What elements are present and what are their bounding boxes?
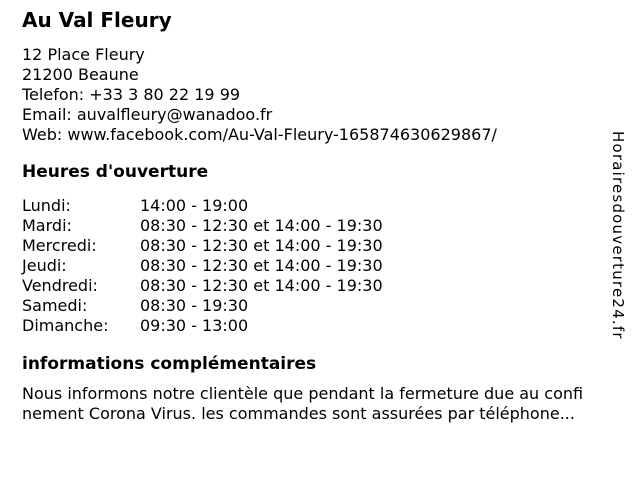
hours-time-value: 08:30 - 12:30 et 14:00 - 19:30 <box>140 216 383 235</box>
email-label: Email: <box>22 105 72 124</box>
hours-day-label: Jeudi: <box>22 256 67 275</box>
hours-day-label: Lundi: <box>22 196 71 215</box>
phone-line <box>22 85 640 105</box>
page-title: Au Val Fleury <box>22 8 172 32</box>
hours-time-value: 09:30 - 13:00 <box>140 316 249 335</box>
hours-time-value: 08:30 - 19:30 <box>140 296 249 315</box>
hours-row-lundi <box>22 196 640 216</box>
phone-label: Telefon: <box>22 85 85 104</box>
web-line <box>22 125 640 145</box>
address-line-2: 21200 Beaune <box>22 65 139 84</box>
hours-row-samedi <box>22 296 640 316</box>
hours-row-vendredi <box>22 276 640 296</box>
address-line-1: 12 Place Fleury <box>22 45 145 64</box>
hours-time-value: 08:30 - 12:30 et 14:00 - 19:30 <box>140 276 383 295</box>
hours-time-value: 08:30 - 12:30 et 14:00 - 19:30 <box>140 256 383 275</box>
web-value: www.facebook.com/Au-Val-Fleury-165874630629867/ <box>67 125 497 144</box>
opening-hours-table <box>22 196 640 336</box>
email-value: auvalfleury@wanadoo.fr <box>76 105 273 124</box>
hours-row-mardi <box>22 216 640 236</box>
hours-time-value: 08:30 - 12:30 et 14:00 - 19:30 <box>140 236 383 255</box>
hours-day-label: Mardi: <box>22 216 72 235</box>
hours-row-jeudi <box>22 256 640 276</box>
hours-day-label: Dimanche: <box>22 316 109 335</box>
hours-row-mercredi <box>22 236 640 256</box>
additional-info-paragraph <box>22 384 640 424</box>
info-line-2: nement Corona Virus. les commandes sont assurées par téléphone... <box>22 404 575 423</box>
contact-block <box>22 45 640 145</box>
info-line-1: Nous informons notre clientèle que pendant la fermeture due au confi <box>22 384 584 403</box>
web-label: Web: <box>22 125 63 144</box>
additional-info-heading: informations complémentaires <box>22 354 317 374</box>
hours-day-label: Mercredi: <box>22 236 97 255</box>
site-watermark: Horairesdouverture24.fr <box>609 131 627 340</box>
hours-time-value: 14:00 - 19:00 <box>140 196 249 215</box>
email-line <box>22 105 640 125</box>
opening-hours-heading: Heures d'ouverture <box>22 162 209 182</box>
hours-day-label: Vendredi: <box>22 276 98 295</box>
hours-row-dimanche <box>22 316 640 336</box>
phone-value: +33 3 80 22 19 99 <box>89 85 241 104</box>
hours-day-label: Samedi: <box>22 296 88 315</box>
